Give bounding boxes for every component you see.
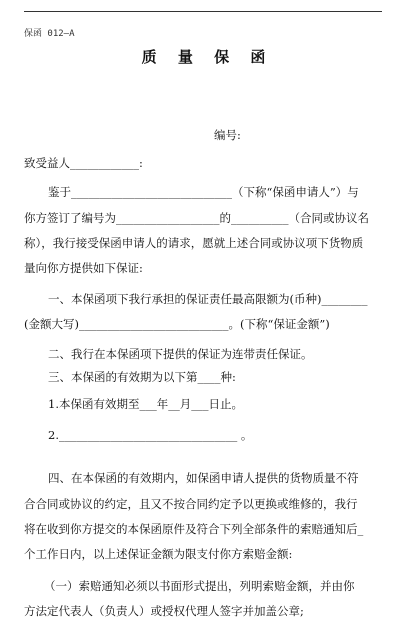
clause-1-cont: (金额大写)__________________________。(下称“保证金额”) (24, 317, 330, 331)
clause-4: 四、在本保函的有效期内，如保函申请人提供的货物质量不符 (48, 471, 359, 485)
clause-3-option-1: 1.本保函有效期至___年__月___日止。 (48, 397, 243, 411)
number-label: 编号: (214, 128, 241, 142)
body-line: 鉴于____________________________（下称“保函申请人”）与 (48, 185, 359, 199)
document-code: 保函 012—A (24, 29, 75, 39)
top-rule (24, 11, 382, 12)
clause-3-option-2: 2._______________________________ 。 (48, 428, 253, 442)
clause-2: 二、我行在本保函项下提供的保证为连带责任保证。 (48, 347, 313, 361)
clause-1: 一、本保函项下我行承担的保证责任最高限额为(币种)________ (48, 292, 368, 306)
addressee-line: 致受益人____________: (24, 156, 143, 170)
body-line: 称），我行接受保函申请人的请求，愿就上述合同或协议项下货物质 (24, 236, 364, 250)
document-title: 质 量 保 函 (141, 48, 274, 66)
condition-1-cont: 方法定代表人（负责人）或授权代理人签字并加盖公章; (24, 604, 304, 618)
clause-4-cont: 将在收到你方提交的本保函原件及符合下列全部条件的索赔通知后_ (24, 522, 364, 536)
clause-4-cont: 合合同或协议的约定，且又不按合同约定予以更换或维修的，我行 (24, 497, 358, 511)
clause-4-cont: 个工作日内，以上述保证金额为限支付你方索赔金额: (24, 547, 293, 561)
body-line: 量向你方提供如下保证: (24, 261, 143, 275)
condition-1: （一）索赔通知必须以书面形式提出，列明索赔金额，并由你 (44, 579, 355, 593)
clause-3: 三、本保函的有效期为以下第____种: (48, 370, 236, 384)
body-line: 你方签订了编号为__________________的__________（合同或协议名 (24, 211, 369, 225)
